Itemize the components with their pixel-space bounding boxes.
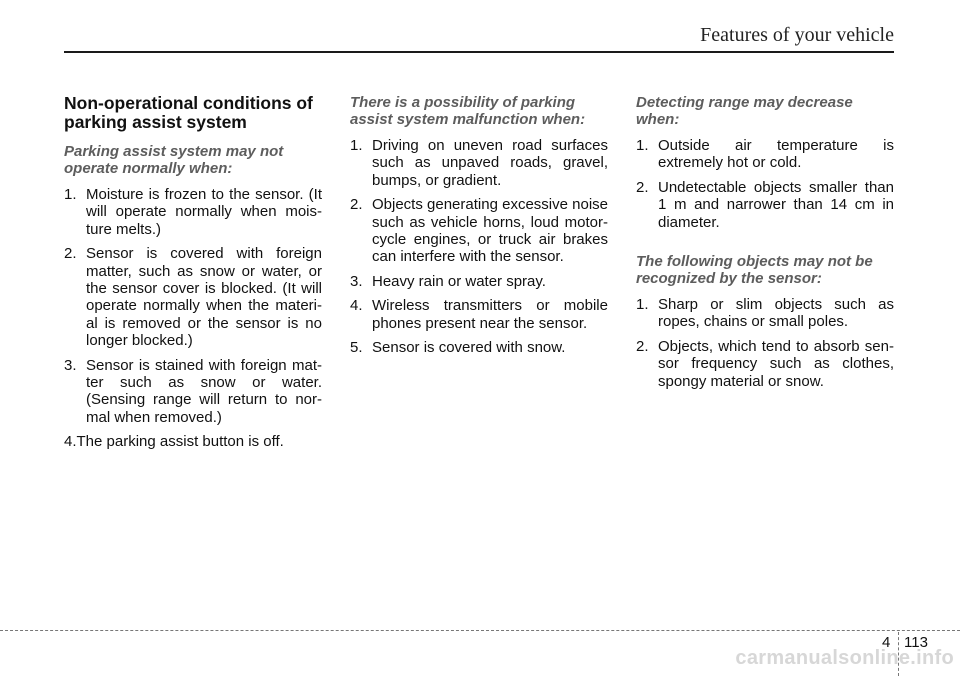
item-text: Heavy rain or water spray. (372, 272, 546, 290)
list-non-operational-conditions (64, 186, 322, 451)
list-item (350, 137, 608, 189)
item-number: 5. (350, 339, 363, 357)
list-item (64, 245, 322, 349)
subheading-malfunction: There is a possibility of parking assist system malfunction when: (350, 94, 586, 128)
header-title: Features of your vehicle (700, 24, 894, 46)
list-item (350, 339, 608, 356)
item-number: 1. (64, 186, 77, 203)
column-2 (350, 94, 608, 363)
item-text: Wireless transmitters or mobile phones present near the sensor. (372, 297, 608, 332)
item-number: 4. (64, 433, 77, 451)
page-number: 113 (904, 634, 928, 651)
subheading-detecting-range: Detecting range may decrease when: (636, 94, 853, 128)
list-malfunction-causes (350, 137, 608, 356)
item-text: Sharp or slim objects such as ropes, chains or small poles. (658, 296, 894, 331)
item-text: Sensor is stained with foreign mat-ter such as snow or water. (Sensing range will return to nor-mal when removed.) (86, 356, 322, 426)
list-item (350, 297, 608, 332)
item-number: 3. (350, 272, 363, 290)
chapter-number: 4 (882, 634, 891, 651)
item-number: 2. (350, 196, 363, 214)
subheading-unrecognized-objects: The following objects may not be recognized by the sensor: (636, 253, 873, 288)
item-number: 1. (636, 137, 649, 154)
item-text: The parking assist button is off. (76, 433, 284, 451)
list-item (636, 179, 894, 231)
item-text: Sensor is covered with foreign matter, such as snow or water, or the sensor cover is blocked. (It will operate normally when the materi-al is removed or the sensor is no longer blocked.) (86, 245, 322, 350)
item-number: 2. (64, 245, 77, 263)
list-item (64, 357, 322, 427)
item-text: Objects, which tend to absorb sen-sor frequency such as clothes, spongy material or snow. (658, 337, 894, 390)
list-unrecognized-objects (636, 296, 894, 390)
subheading-may-not-operate: Parking assist system may not operate normally when: (64, 143, 284, 177)
item-number: 2. (636, 178, 649, 196)
item-number: 3. (64, 356, 77, 374)
item-text: Undetectable objects smaller than 1 m and narrower than 14 cm in diameter. (658, 178, 894, 231)
watermark: carmanualsonline.info (735, 647, 954, 669)
item-number: 1. (350, 137, 363, 154)
list-detecting-range (636, 137, 894, 231)
list-item (64, 433, 322, 450)
item-number: 1. (636, 296, 649, 314)
column-1 (64, 94, 322, 458)
list-item (636, 338, 894, 390)
list-item (350, 273, 608, 290)
section-title: Non-operational conditions of parking assist system (64, 93, 313, 132)
item-text: Driving on uneven road surfaces such as unpaved roads, gravel, bumps, or gradient. (372, 137, 608, 189)
footer-rule (0, 630, 960, 631)
item-text: Moisture is frozen to the sensor. (It will operate normally when mois-ture melts.) (86, 186, 322, 238)
list-item (350, 196, 608, 266)
item-text: Outside air temperature is extremely hot or cold. (658, 137, 894, 172)
item-text: Objects generating excessive noise such as vehicle horns, loud motor-cycle engines, or truck air brakes can interfere with the sensor. (372, 196, 608, 266)
list-item (64, 186, 322, 238)
list-item (636, 137, 894, 172)
column-3 (636, 94, 894, 397)
item-text: Sensor is covered with snow. (372, 339, 566, 357)
header-rule (64, 51, 894, 53)
item-number: 2. (636, 337, 649, 355)
list-item (636, 296, 894, 331)
item-number: 4. (350, 297, 363, 315)
